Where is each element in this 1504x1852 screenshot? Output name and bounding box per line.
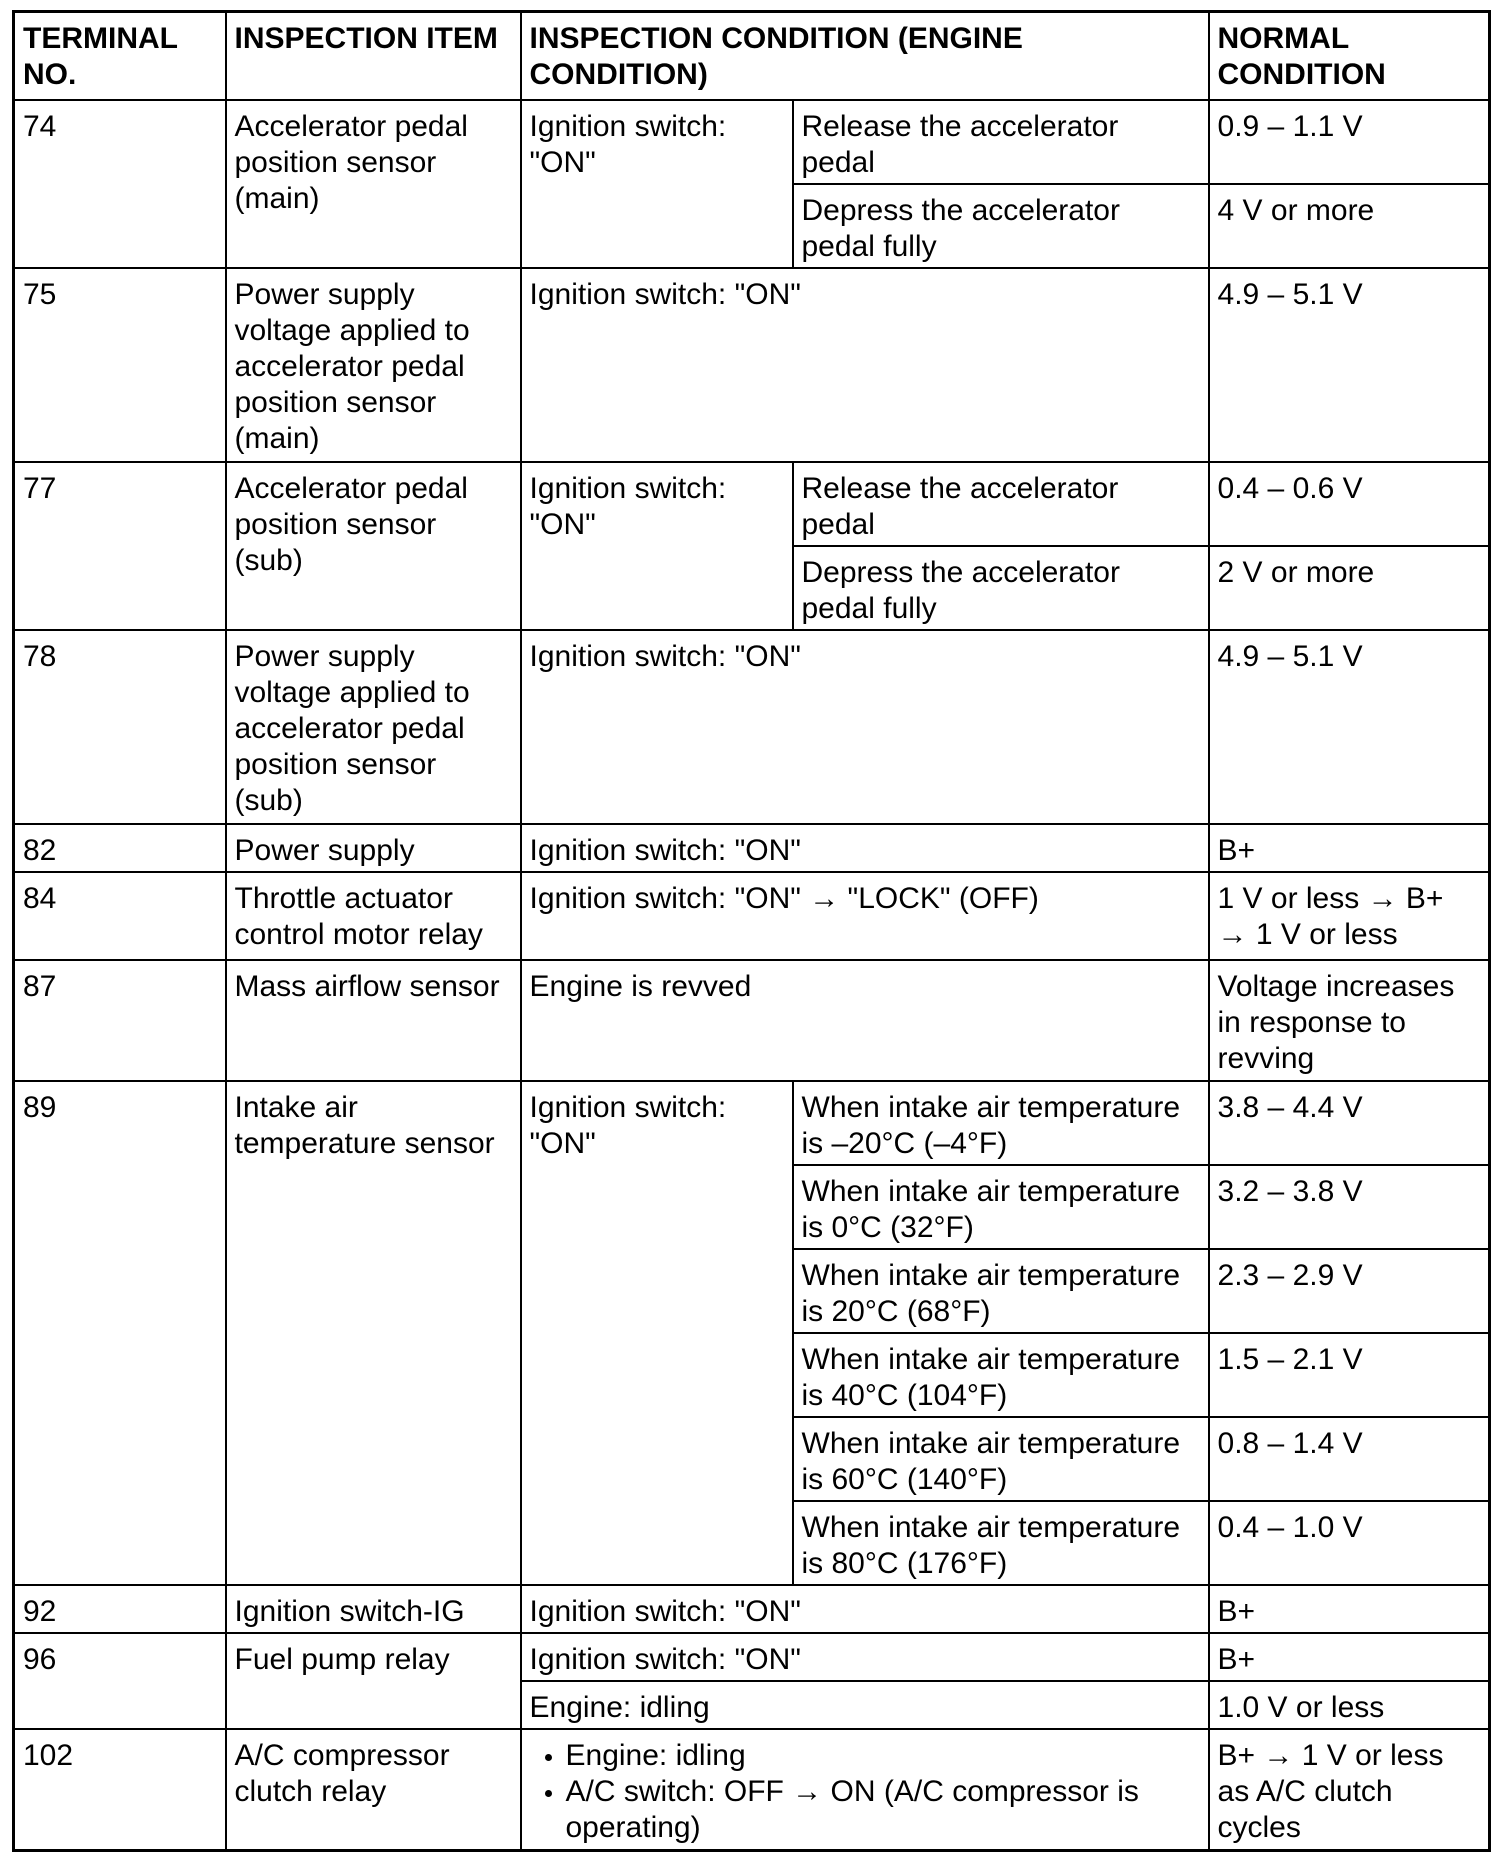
table-row [14,824,1490,872]
terminal-no: 92 [14,1585,226,1633]
inspection-item: Mass airflow sensor [226,960,521,1081]
sub-condition: When intake air temperature is 60°C (140°F) [793,1417,1209,1501]
ignition-condition: Ignition switch: "ON" [521,462,793,630]
sub-condition: Depress the accelerator pedal fully [793,546,1209,630]
ignition-condition: Ignition switch: "ON" [521,100,793,268]
sub-condition: When intake air temperature is 40°C (104°F) [793,1333,1209,1417]
terminal-no: 87 [14,960,226,1081]
ignition-condition: Ignition switch: "ON" [521,1081,793,1585]
terminal-no: 74 [14,100,226,268]
sub-condition: Release the accelerator pedal [793,462,1209,546]
normal-value: 3.2 – 3.8 V [1209,1165,1490,1249]
table-row [14,268,1490,462]
normal-value: 2.3 – 2.9 V [1209,1249,1490,1333]
inspection-condition [521,1729,1209,1850]
header-row [14,12,1490,101]
sub-condition: When intake air temperature is –20°C (–4°F) [793,1081,1209,1165]
condition-bullet: • A/C switch: OFF → ON (A/C compressor is operating) [566,1774,1200,1846]
inspection-condition: Ignition switch: "ON" [521,630,1209,824]
header-inspection-item: INSPECTION ITEM [226,12,521,101]
inspection-item: A/C compressor clutch relay [226,1729,521,1850]
sub-condition: Depress the accelerator pedal fully [793,184,1209,268]
normal-value: 0.4 – 1.0 V [1209,1501,1490,1585]
table-row [14,462,1490,546]
inspection-condition: Ignition switch: "ON" [521,1633,1209,1681]
terminal-no: 77 [14,462,226,630]
inspection-condition: Engine is revved [521,960,1209,1081]
inspection-condition: Ignition switch: "ON" → "LOCK" (OFF) [521,872,1209,960]
header-inspection-condition: INSPECTION CONDITION (ENGINE CONDITION) [521,12,1209,101]
inspection-condition: Ignition switch: "ON" [521,1585,1209,1633]
normal-value: B+ [1209,1585,1490,1633]
inspection-item: Accelerator pedal position sensor (main) [226,100,521,268]
table-row [14,100,1490,184]
normal-value: 4.9 – 5.1 V [1209,268,1490,462]
inspection-item: Power supply voltage applied to accelerator pedal position sensor (main) [226,268,521,462]
normal-value: 0.4 – 0.6 V [1209,462,1490,546]
normal-value: 1 V or less → B+ → 1 V or less [1209,872,1490,960]
terminal-no: 75 [14,268,226,462]
inspection-item: Power supply [226,824,521,872]
normal-value: 0.8 – 1.4 V [1209,1417,1490,1501]
terminal-no: 102 [14,1729,226,1850]
normal-value: 0.9 – 1.1 V [1209,100,1490,184]
inspection-item: Intake air temperature sensor [226,1081,521,1585]
normal-value: B+ [1209,1633,1490,1681]
inspection-item: Ignition switch-IG [226,1585,521,1633]
normal-value: Voltage increases in response to revving [1209,960,1490,1081]
inspection-item: Fuel pump relay [226,1633,521,1729]
inspection-item: Power supply voltage applied to accelerator pedal position sensor (sub) [226,630,521,824]
normal-value: 2 V or more [1209,546,1490,630]
normal-value: 1.5 – 2.1 V [1209,1333,1490,1417]
table-row [14,1633,1490,1681]
table-row [14,1585,1490,1633]
terminal-no: 84 [14,872,226,960]
inspection-condition: Engine: idling [521,1681,1209,1729]
terminal-no: 82 [14,824,226,872]
table-row [14,872,1490,960]
header-normal-condition: NORMAL CONDITION [1209,12,1490,101]
table-row [14,1729,1490,1850]
inspection-condition: Ignition switch: "ON" [521,268,1209,462]
inspection-item: Accelerator pedal position sensor (sub) [226,462,521,630]
terminal-inspection-table [12,10,1491,1852]
inspection-item: Throttle actuator control motor relay [226,872,521,960]
sub-condition: When intake air temperature is 80°C (176°F) [793,1501,1209,1585]
normal-value: 4 V or more [1209,184,1490,268]
normal-value: B+ [1209,824,1490,872]
table-row [14,1081,1490,1165]
condition-bullet-list [530,1738,1200,1846]
inspection-table-container [12,10,1491,1852]
normal-value: B+ → 1 V or less as A/C clutch cycles [1209,1729,1490,1850]
normal-value: 1.0 V or less [1209,1681,1490,1729]
condition-bullet: • Engine: idling [566,1738,1200,1774]
sub-condition: When intake air temperature is 0°C (32°F) [793,1165,1209,1249]
normal-value: 3.8 – 4.4 V [1209,1081,1490,1165]
terminal-no: 89 [14,1081,226,1585]
inspection-condition: Ignition switch: "ON" [521,824,1209,872]
header-terminal: TERMINAL NO. [14,12,226,101]
table-row [14,630,1490,824]
terminal-no: 78 [14,630,226,824]
table-row [14,960,1490,1081]
terminal-no: 96 [14,1633,226,1729]
sub-condition: When intake air temperature is 20°C (68°F) [793,1249,1209,1333]
normal-value: 4.9 – 5.1 V [1209,630,1490,824]
sub-condition: Release the accelerator pedal [793,100,1209,184]
